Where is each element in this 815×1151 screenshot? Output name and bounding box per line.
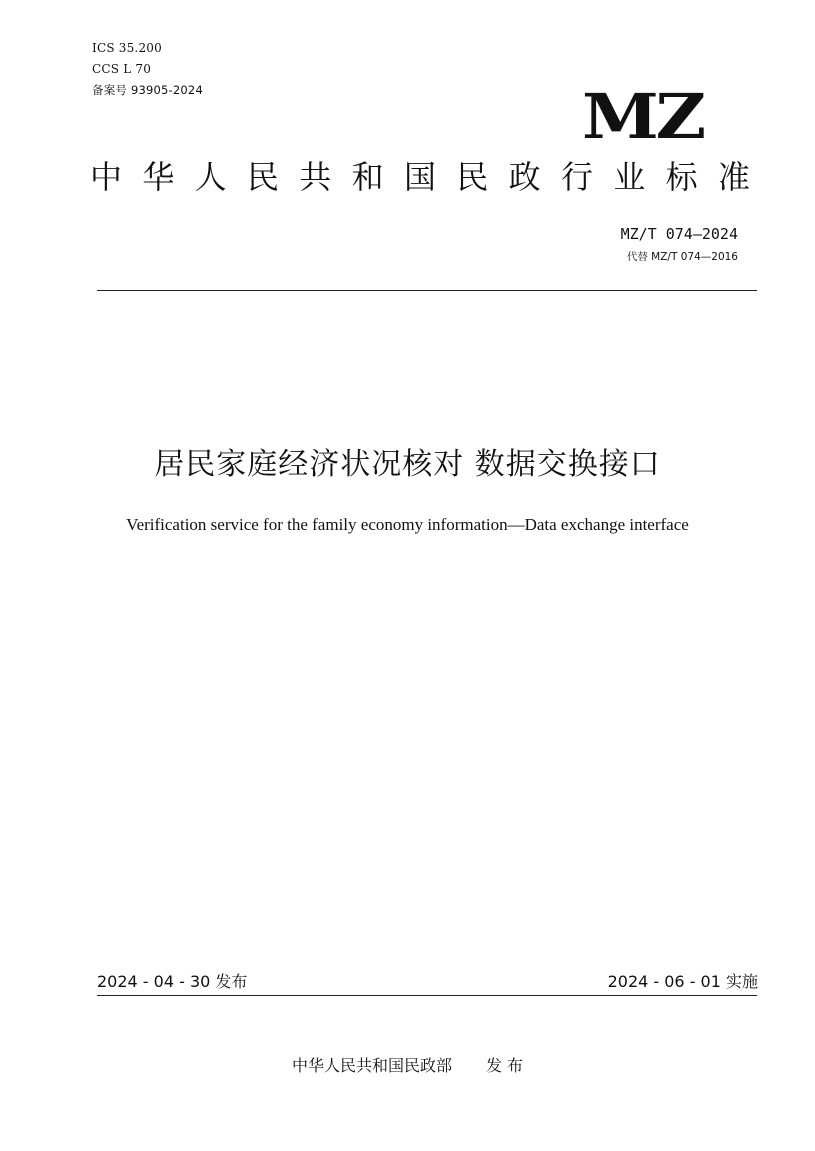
replaces-note: 代替 MZ/T 074—2016 [626,251,738,263]
issuer-action: 发 布 [485,1056,524,1075]
header-divider [97,290,757,291]
document-subtitle: Verification service for the family economy information—Data exchange interface [126,515,689,534]
ccs-code: CCS L 70 [92,62,152,76]
document-title: 居民家庭经济状况核对 数据交换接口 [154,447,661,482]
mz-logo: MZ [582,80,703,153]
standard-type: 中华人民共和国民政行业标准 [90,158,750,196]
implement-date: 2024 - 06 - 01 实施 [607,972,758,991]
publish-date: 2024 - 04 - 30 发布 [97,972,248,991]
ics-code: ICS 35.200 [92,41,162,55]
issuer-line [0,1054,815,1078]
standard-number: MZ/T 074—2024 [620,225,738,243]
record-number: 备案号 93905-2024 [92,83,203,97]
issuer-name: 中华人民共和国民政部 [291,1056,452,1075]
footer-divider [97,995,757,996]
